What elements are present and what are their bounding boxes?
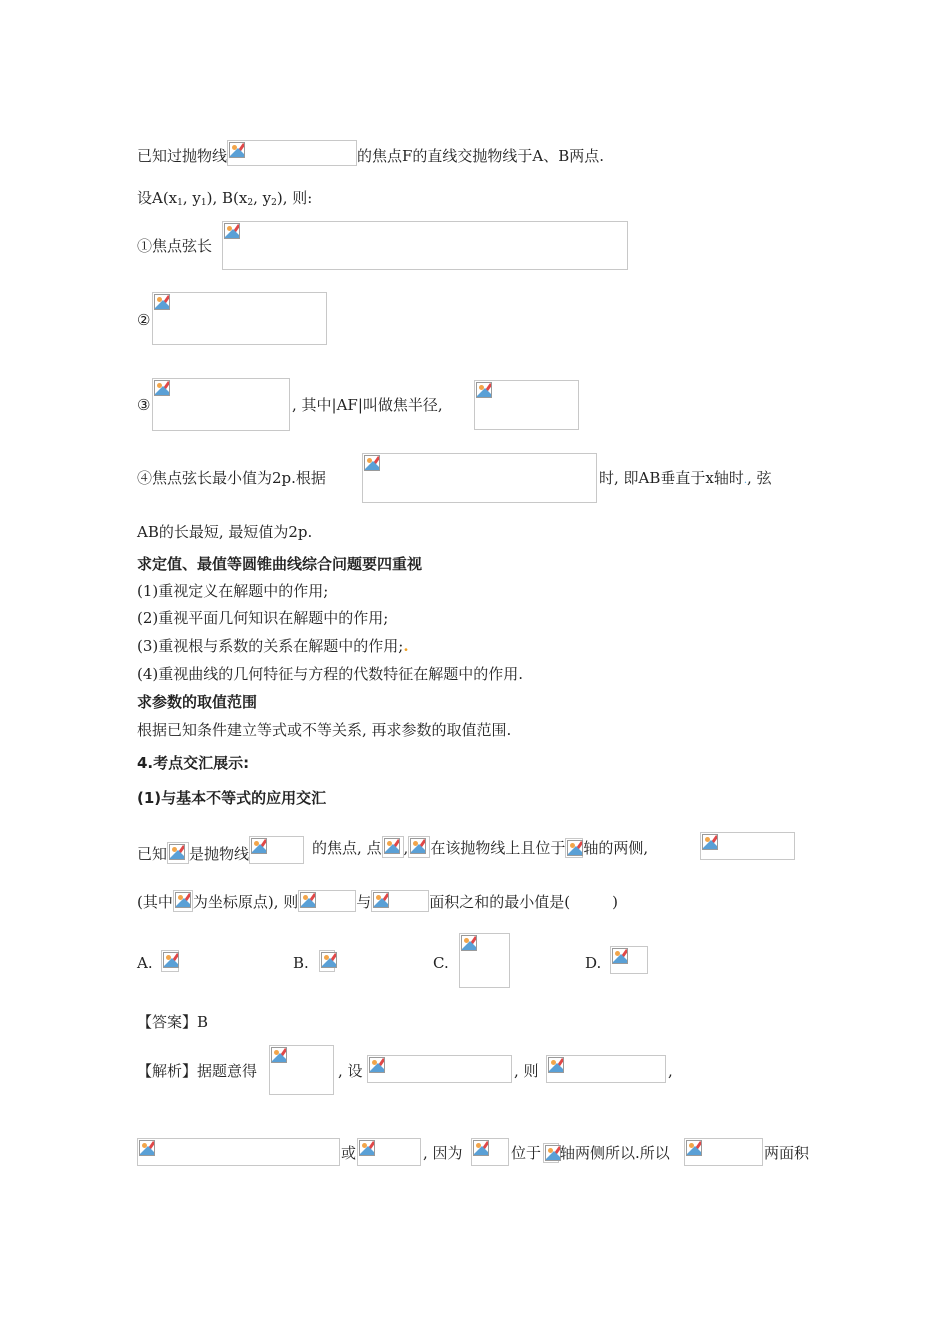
- broken-image-icon: [686, 1140, 702, 1156]
- marker: .: [403, 637, 409, 655]
- formula-image: [161, 950, 179, 972]
- text: 的焦点, 点: [312, 839, 382, 857]
- formula-image: [362, 453, 597, 503]
- subscript: 2: [247, 198, 254, 208]
- broken-image-icon: [224, 223, 240, 239]
- text: , y: [253, 189, 272, 207]
- list-item-2: [137, 608, 388, 628]
- answer-value: B: [197, 1013, 209, 1031]
- broken-image-icon: [612, 948, 628, 964]
- text: 求参数的取值范围: [137, 693, 258, 711]
- broken-image-icon: [154, 380, 170, 396]
- formula-image: [610, 946, 648, 974]
- last-line-areas: [764, 1143, 809, 1163]
- broken-image-icon: [702, 834, 718, 850]
- broken-image-icon: [169, 844, 185, 860]
- text: ④焦点弦长最小值为2p.根据: [137, 469, 326, 487]
- question-line-2: [137, 890, 618, 912]
- text: , 其中|AF|叫做焦半径,: [292, 396, 443, 414]
- formula-image: [408, 836, 430, 858]
- text: 已知过抛物线: [137, 147, 228, 165]
- broken-image-icon: [175, 892, 191, 908]
- formula-image: [474, 380, 579, 430]
- last-line-or: [341, 1143, 356, 1163]
- heading-parameter-range: [137, 692, 257, 712]
- text: ,: [668, 1062, 673, 1080]
- broken-image-icon: [251, 838, 267, 854]
- text: 是抛物线: [189, 845, 250, 863]
- formula-image: [152, 292, 327, 345]
- text: B.: [293, 954, 309, 972]
- analysis-line-d: [668, 1061, 673, 1081]
- paragraph-points: [137, 188, 312, 213]
- text: 时, 即AB垂直于x轴时: [599, 469, 744, 487]
- text: A.: [137, 954, 153, 972]
- broken-image-icon: [139, 1140, 155, 1156]
- formula-image: [382, 836, 404, 858]
- option-c: [433, 953, 449, 973]
- text: D.: [585, 954, 602, 972]
- last-line-because: [423, 1143, 463, 1163]
- text: , 则: [514, 1062, 539, 1080]
- text: 与: [356, 893, 372, 911]
- item-3: [137, 395, 150, 415]
- text: 面积之和的最小值是(: [429, 893, 571, 911]
- formula-image: [684, 1138, 763, 1166]
- formula-image: [269, 1045, 334, 1095]
- text: ,: [403, 839, 409, 857]
- option-b: [293, 953, 309, 973]
- broken-image-icon: [410, 838, 426, 854]
- text: (1)重视定义在解题中的作用;: [137, 582, 329, 600]
- heading-inequality: [137, 788, 326, 808]
- formula-image: [152, 378, 290, 431]
- last-line-axis: [560, 1143, 670, 1163]
- text: , 弦: [747, 469, 772, 487]
- text: (3)重视根与系数的关系在解题中的作用;: [137, 637, 404, 655]
- marker: .: [743, 475, 748, 486]
- broken-image-icon: [384, 838, 400, 854]
- text: 求定值、最值等圆锥曲线综合问题要四重视: [137, 555, 423, 573]
- broken-image-icon: [461, 935, 477, 951]
- list-item-4: [137, 664, 523, 684]
- question-line-1: [137, 836, 304, 864]
- text: 根据已知条件建立等式或不等关系, 再求参数的取值范围.: [137, 721, 512, 739]
- text: ③: [137, 396, 151, 414]
- formula-image: [249, 836, 304, 864]
- text: , 设: [338, 1062, 363, 1080]
- formula-image: [371, 890, 429, 912]
- text: (其中: [137, 893, 173, 911]
- text: ), 则:: [276, 189, 313, 207]
- formula-image: [357, 1138, 421, 1166]
- analysis-label: 【解析】: [137, 1062, 198, 1080]
- formula-image: [471, 1138, 509, 1166]
- formula-image: [319, 950, 335, 972]
- analysis-line-b: [338, 1061, 363, 1081]
- item-4-cont: [599, 468, 772, 491]
- text: (4)重视曲线的几何特征与方程的代数特征在解题中的作用.: [137, 665, 524, 683]
- text: , 因为: [423, 1144, 463, 1162]
- broken-image-icon: [373, 892, 389, 908]
- text: C.: [433, 954, 449, 972]
- formula-image: [367, 1055, 512, 1083]
- text: 在该抛物线上且位于: [430, 839, 566, 857]
- paragraph-parabola-intro: [137, 140, 604, 166]
- text: 4.考点交汇展示:: [137, 754, 250, 772]
- broken-image-icon: [154, 294, 170, 310]
- text: ①焦点弦长: [137, 237, 213, 255]
- text: ): [612, 893, 618, 911]
- answer-line: [137, 1012, 208, 1032]
- formula-image: [459, 933, 510, 988]
- heading-four-emphasis: [137, 554, 422, 574]
- focal-radius-text: [292, 395, 443, 415]
- broken-image-icon: [163, 952, 179, 968]
- formula-image: [227, 140, 357, 166]
- analysis-line-c: [514, 1061, 539, 1081]
- text: 或: [341, 1144, 357, 1162]
- text: ②: [137, 311, 151, 329]
- broken-image-icon: [300, 892, 316, 908]
- formula-image: [137, 1138, 340, 1166]
- last-line-located: [511, 1143, 541, 1163]
- broken-image-icon: [364, 455, 380, 471]
- option-d: [585, 953, 601, 973]
- text: 位于: [511, 1144, 542, 1162]
- text: 据题意得: [197, 1062, 258, 1080]
- text: 两面积: [764, 1144, 810, 1162]
- analysis-line: [137, 1061, 257, 1081]
- broken-image-icon: [321, 952, 337, 968]
- text: 轴的两侧,: [583, 839, 649, 857]
- text: , y: [182, 189, 201, 207]
- broken-image-icon: [476, 382, 492, 398]
- text: AB的长最短, 最短值为2p.: [137, 523, 313, 541]
- subscript: 2: [271, 198, 277, 208]
- text: 已知: [137, 845, 168, 863]
- paragraph-parameter-range: [137, 720, 511, 740]
- text: (1)与基本不等式的应用交汇: [137, 789, 327, 807]
- formula-image: [565, 838, 583, 858]
- answer-label: 【答案】: [137, 1013, 198, 1031]
- text: 的焦点F的直线交抛物线于A、B两点.: [357, 147, 605, 165]
- subscript: 1: [200, 198, 207, 208]
- broken-image-icon: [548, 1057, 564, 1073]
- formula-image: [173, 890, 193, 912]
- text: 为坐标原点), 则: [192, 893, 299, 911]
- broken-image-icon: [229, 142, 245, 158]
- broken-image-icon: [369, 1057, 385, 1073]
- broken-image-icon: [567, 840, 583, 856]
- list-item-3: [137, 636, 409, 656]
- broken-image-icon: [359, 1140, 375, 1156]
- text: (2)重视平面几何知识在解题中的作用;: [137, 609, 389, 627]
- formula-image: [543, 1143, 559, 1163]
- formula-image: [167, 842, 189, 864]
- text: ), B(x: [206, 189, 248, 207]
- broken-image-icon: [473, 1140, 489, 1156]
- text: 轴两侧所以.所以: [560, 1144, 670, 1162]
- formula-image: [222, 221, 628, 270]
- formula-image: [700, 832, 795, 860]
- text: 设A(x: [137, 189, 178, 207]
- formula-image: [546, 1055, 666, 1083]
- question-line-1b: [312, 836, 648, 858]
- item-4-line2: [137, 522, 312, 542]
- subscript: 1: [177, 198, 183, 208]
- heading-exam-points: [137, 753, 249, 773]
- item-focal-chord-length: [137, 236, 212, 256]
- broken-image-icon: [545, 1145, 561, 1161]
- formula-image: [298, 890, 356, 912]
- item-2: [137, 310, 150, 330]
- option-a: [137, 953, 153, 973]
- item-4: [137, 468, 326, 488]
- broken-image-icon: [271, 1047, 287, 1063]
- list-item-1: [137, 581, 328, 601]
